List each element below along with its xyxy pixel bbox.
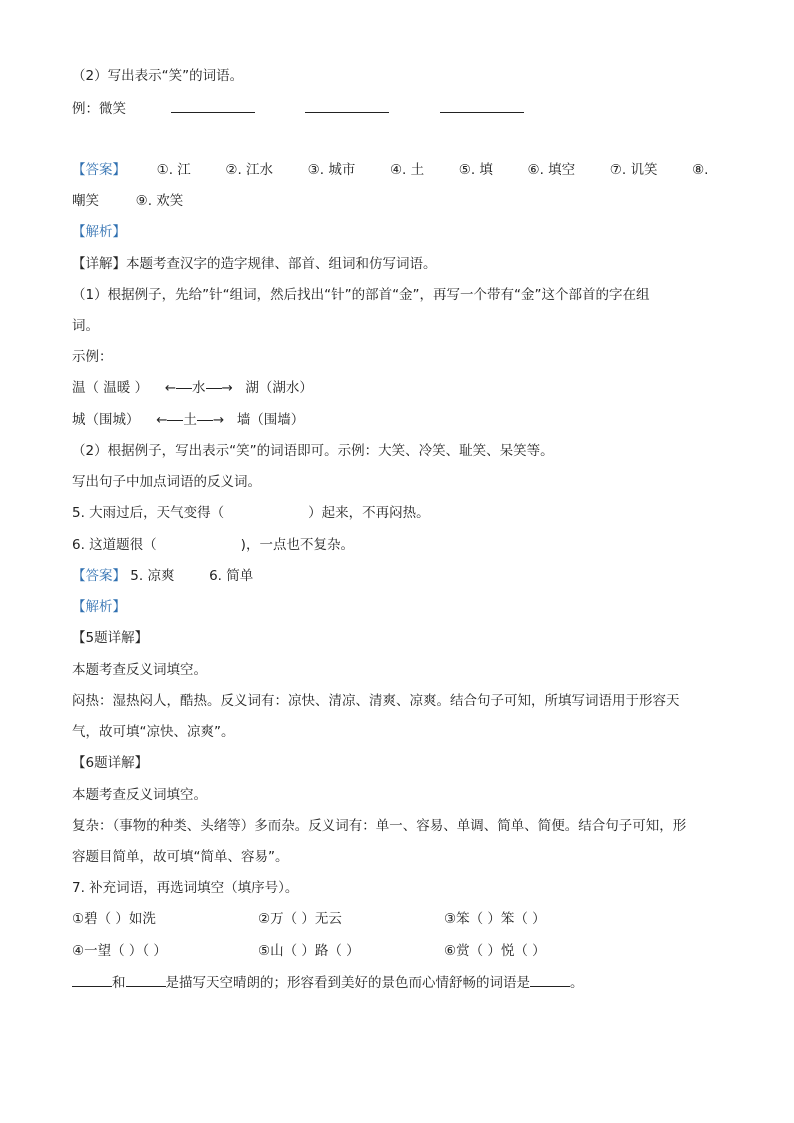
q7-prompt: 7. 补充词语，再选词填空（填序号）。 (72, 880, 299, 896)
answer-item: ⑥. 填空 (527, 162, 576, 178)
answer-row-2 (72, 191, 183, 211)
q2-prompt: （2）写出表示“笑”的词语。 (72, 68, 244, 84)
example-left: 城（围城） (72, 412, 140, 428)
q5-detail-l1: 本题考查反义词填空。 (72, 662, 207, 678)
q6-text-a: 6. 这道题很（ (72, 537, 157, 553)
answer-item: 5. 凉爽 (130, 568, 175, 584)
answer-row-3 (72, 566, 253, 586)
fill-blank-1[interactable] (72, 972, 112, 987)
example-row-2 (72, 410, 304, 430)
fill-end: 。 (570, 975, 584, 991)
answer-item: ④. 土 (389, 162, 425, 178)
question-5 (72, 503, 430, 523)
analysis-p1-line1: （1）根据例子，先给”针“组词，然后找出“针”的部首“金”，再写一个带有“金”这个部首的字在组 (72, 287, 650, 303)
q7-item: ②万（ ）无云 (258, 911, 342, 927)
q2-example-row (72, 98, 524, 119)
analysis-detail: 【详解】本题考查汉字的造字规律、部首、组词和仿写词语。 (72, 256, 437, 272)
fill-mid: 是描写天空晴朗的；形容看到美好的景色而心情舒畅的词语是 (165, 975, 530, 991)
q5-text-b: ）起来，不再闷热。 (308, 505, 430, 521)
answer-item: ③. 城市 (307, 162, 356, 178)
q5-detail-l3: 气，故可填“凉快、凉爽”。 (72, 724, 235, 740)
q5-detail-l2: 闷热：湿热闷人，酷热。反义词有：凉快、清凉、清爽、凉爽。结合句子可知，所填写词语用于形容天 (72, 693, 680, 709)
q6-text-b: )，一点也不复杂。 (240, 537, 354, 553)
q7-row-1 (72, 909, 546, 929)
answer-blank-1[interactable] (171, 98, 255, 113)
q7-item: ⑥赏（ ）悦（ ） (444, 943, 546, 959)
q7-fill-sentence (72, 972, 584, 993)
q2-example: 例：微笑 (72, 101, 126, 117)
example-label: 示例： (72, 349, 113, 365)
answer-item: ⑨. 欢笑 (135, 193, 184, 209)
example-radical: 土 (183, 412, 197, 428)
answer-item: ⑦. 讥笑 (609, 162, 658, 178)
left-arrow-icon: ← (164, 380, 176, 396)
analysis-tag: 【解析】 (72, 224, 126, 240)
q5-detail-head: 【5题详解】 (72, 630, 149, 646)
answer-blank-3[interactable] (440, 98, 524, 113)
answer-item: 6. 简单 (209, 568, 254, 584)
q6-detail-l3: 容题目简单，故可填“简单、容易”。 (72, 849, 289, 865)
right-arrow-icon: → (212, 412, 225, 428)
question-6 (72, 535, 354, 555)
analysis-tag: 【解析】 (72, 599, 126, 615)
example-right: 墙（围墙） (236, 412, 305, 428)
antonym-instruction: 写出句子中加点词语的反义词。 (72, 474, 261, 490)
answer-item: ⑧. (692, 162, 709, 178)
answer-item: 嘲笑 (72, 193, 99, 209)
fill-blank-3[interactable] (530, 972, 570, 987)
example-right: 湖（湖水） (245, 380, 313, 396)
answer-item: ②. 江水 (225, 162, 274, 178)
answer-tag: 【答案】 (72, 568, 126, 584)
analysis-p1-line2: 词。 (72, 318, 99, 334)
q6-detail-l1: 本题考查反义词填空。 (72, 787, 207, 803)
right-arrow-icon: → (221, 380, 233, 396)
answer-item: ⑤. 填 (458, 162, 493, 178)
q6-detail-l2: 复杂：（事物的种类、头绪等）多而杂。反义词有：单一、容易、单调、简单、简便。结合句子可知，形 (72, 818, 687, 834)
analysis-p2: （2）根据例子，写出表示“笑”的词语即可。示例：大笑、冷笑、耻笑、呆笑等。 (72, 443, 554, 459)
fill-and: 和 (112, 975, 126, 991)
answer-tag: 【答案】 (72, 162, 126, 178)
answer-blank-2[interactable] (305, 98, 389, 113)
q7-item: ④一望（ ）（ ） (72, 943, 167, 959)
example-radical: 水 (192, 380, 206, 396)
answer-row-1 (72, 160, 708, 180)
example-row-1 (72, 378, 313, 398)
answer-item: ①. 江 (156, 162, 191, 178)
fill-blank-2[interactable] (126, 972, 166, 987)
q7-row-2 (72, 941, 546, 961)
q7-item: ③笨（ ）笨（ ） (444, 911, 546, 927)
q7-item: ①碧（ ）如洗 (72, 911, 156, 927)
left-arrow-icon: ← (156, 412, 168, 428)
q7-item: ⑤山（ ）路（ ） (258, 943, 360, 959)
q5-text-a: 5. 大雨过后，天气变得（ (72, 505, 225, 521)
example-left: 温（ 温暖 ） (72, 380, 149, 396)
q6-detail-head: 【6题详解】 (72, 755, 149, 771)
